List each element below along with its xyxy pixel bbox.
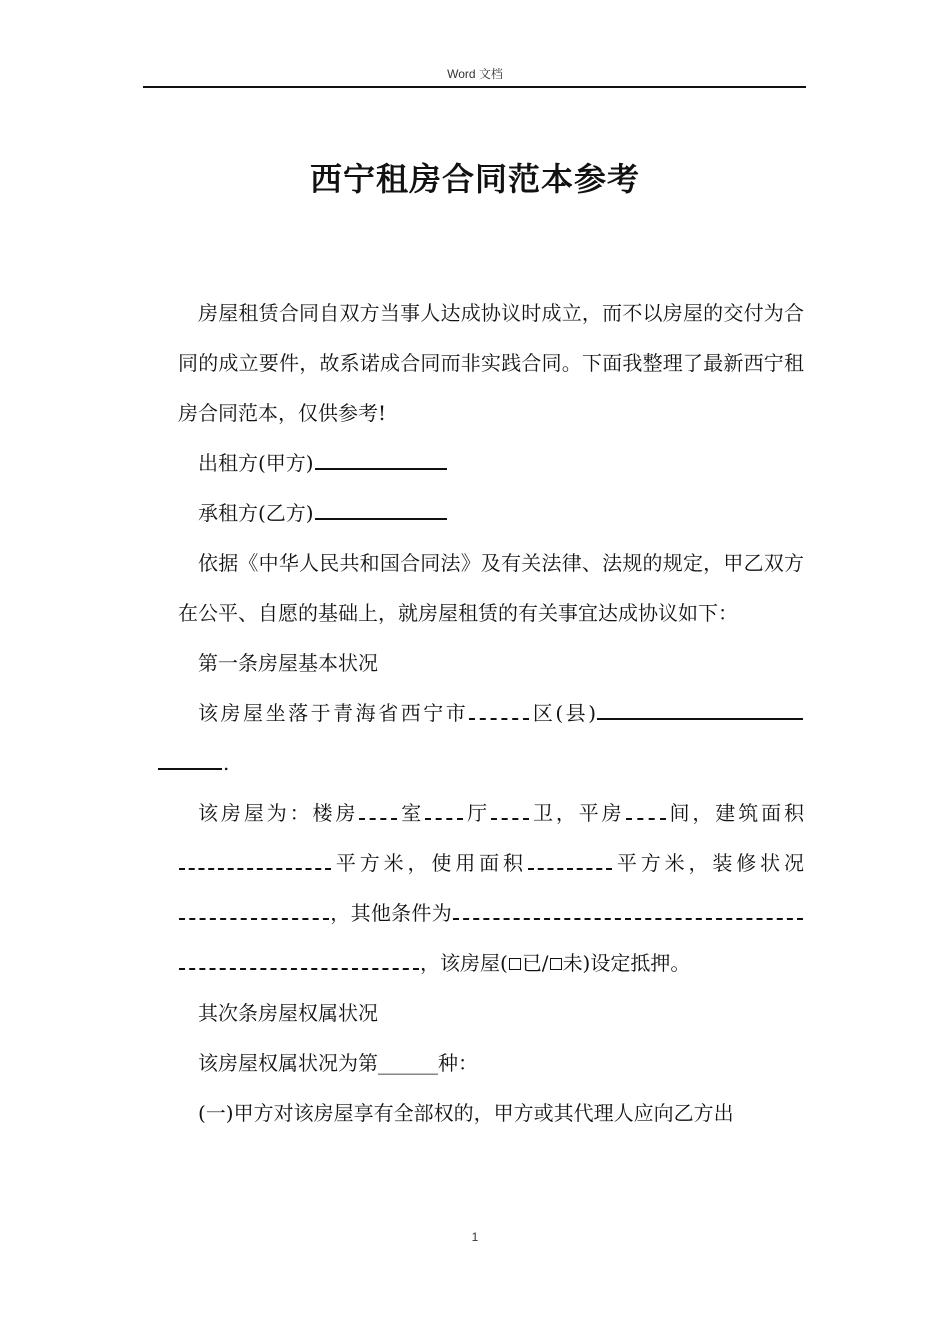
other-conditions-blank-2: [179, 948, 419, 970]
document-title: 西宁租房合同范本参考: [309, 160, 640, 198]
ownership-paragraph: [178, 1038, 804, 1088]
other-conditions-blank-1: [453, 898, 803, 920]
address-blank-2: [158, 748, 222, 770]
location-paragraph: [178, 688, 804, 788]
clause1-paragraph: (一)甲方对该房屋享有全部权的，甲方或其代理人应向乙方出: [198, 1101, 734, 1125]
lessee-line: [178, 488, 804, 538]
floor-area-label: 平方米，使用面积: [332, 851, 527, 875]
address-blank-1: [597, 698, 803, 720]
decoration-blank: [179, 898, 329, 920]
usable-area-blank: [528, 848, 612, 870]
ownership-suffix: 种：: [438, 1051, 478, 1075]
article2-heading: 其次条房屋权属状况: [198, 1001, 378, 1025]
location-prefix: 该房屋坐落于青海省西宁市: [198, 701, 469, 725]
house-prefix: 该房屋为：楼房: [198, 801, 359, 825]
mortgage-no-label: 未)设定抵押。: [562, 951, 691, 975]
hall-blank: [425, 798, 463, 820]
mortgage-yes-label: 已/: [521, 951, 549, 975]
intro-paragraph: 房屋租赁合同自双方当事人达成协议时成立，而不以房屋的交付为合同的成立要件，故系诺成合同而非实践合同。下面我整理了最新西宁租房合同范本，仅供参考!: [178, 301, 804, 425]
floor-area-blank: [179, 848, 331, 870]
other-conditions-label: ，其他条件为: [330, 901, 452, 925]
ownership-blank: ______: [378, 1051, 438, 1075]
location-end: .: [223, 751, 230, 775]
unit-blank: [626, 798, 666, 820]
room-label: 室: [398, 801, 425, 825]
header-divider: [143, 86, 806, 88]
mortgage-prefix: ，该房屋(: [420, 951, 508, 975]
document-body: [178, 288, 804, 1138]
lessor-label: 出租方(甲方): [198, 451, 314, 475]
hall-label: 厅: [464, 801, 491, 825]
bath-label: 卫，平房: [530, 801, 625, 825]
mortgage-no-checkbox: [550, 958, 562, 970]
district-blank: [469, 698, 529, 720]
lessee-blank: [315, 498, 447, 520]
ownership-prefix: 该房屋权属状况为第: [198, 1051, 378, 1075]
mortgage-yes-checkbox: [509, 958, 521, 970]
unit-label: 间，建筑面积: [666, 801, 805, 825]
document-header: Word 文档: [447, 67, 503, 81]
lessor-line: [178, 438, 804, 488]
lessor-blank: [315, 448, 447, 470]
house-description-paragraph: [178, 788, 804, 988]
room-blank: [359, 798, 397, 820]
bath-blank: [491, 798, 529, 820]
usable-area-label: 平方米，装修状况: [612, 851, 805, 875]
article1-heading: 第一条房屋基本状况: [198, 651, 378, 675]
page-number: 1: [471, 1230, 479, 1244]
lessee-label: 承租方(乙方): [198, 501, 314, 525]
location-district-label: 区(县): [530, 701, 596, 725]
basis-paragraph: 依据《中华人民共和国合同法》及有关法律、法规的规定，甲乙双方在公平、自愿的基础上，就房屋租赁的有关事宜达成协议如下：: [178, 551, 804, 625]
